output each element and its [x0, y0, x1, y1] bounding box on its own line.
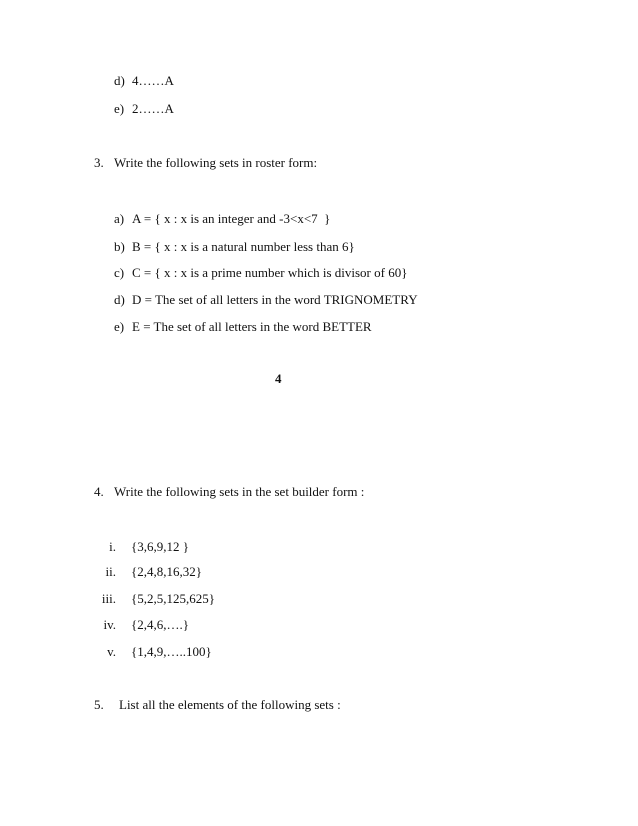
question-heading: Write the following sets in the set builder form :	[114, 484, 365, 499]
list-item-text: E = The set of all letters in the word BETTER	[132, 319, 372, 334]
list-marker: d)	[114, 73, 125, 88]
list-item-text: {2,4,8,16,32}	[131, 564, 202, 579]
list-marker: d)	[114, 292, 125, 307]
question-number: 3.	[94, 155, 104, 170]
list-marker: iii.	[101, 591, 116, 606]
list-item-text: C = { x : x is a prime number which is divisor of 60}	[132, 265, 408, 280]
question-number: 5.	[94, 697, 104, 712]
list-item-text: {2,4,6,….}	[131, 617, 189, 632]
list-marker: v.	[107, 644, 116, 659]
list-marker: iv.	[103, 617, 116, 632]
question-heading: List all the elements of the following sets :	[119, 697, 341, 712]
list-item-text: D = The set of all letters in the word TRIGNOMETRY	[132, 292, 418, 307]
list-marker: ii.	[105, 564, 116, 579]
list-marker: b)	[114, 239, 125, 254]
page-number: 4	[275, 371, 282, 386]
list-item-text: B = { x : x is a natural number less than 6}	[132, 239, 355, 254]
question-number: 4.	[94, 484, 104, 499]
list-item-text: {5,2,5,125,625}	[131, 591, 215, 606]
list-marker: a)	[114, 211, 125, 226]
list-item-text: 2……A	[132, 101, 174, 116]
question-heading: Write the following sets in roster form:	[114, 155, 318, 170]
list-item-text: {1,4,9,…..100}	[131, 644, 212, 659]
list-marker: e)	[114, 319, 125, 334]
list-item-text: 4……A	[132, 73, 174, 88]
list-item-text: {3,6,9,12 }	[131, 539, 189, 554]
list-marker: c)	[114, 265, 125, 280]
list-marker: e)	[114, 101, 125, 116]
list-marker: i.	[109, 539, 116, 554]
list-item-text: A = { x : x is an integer and -3<x<7 }	[132, 211, 331, 226]
